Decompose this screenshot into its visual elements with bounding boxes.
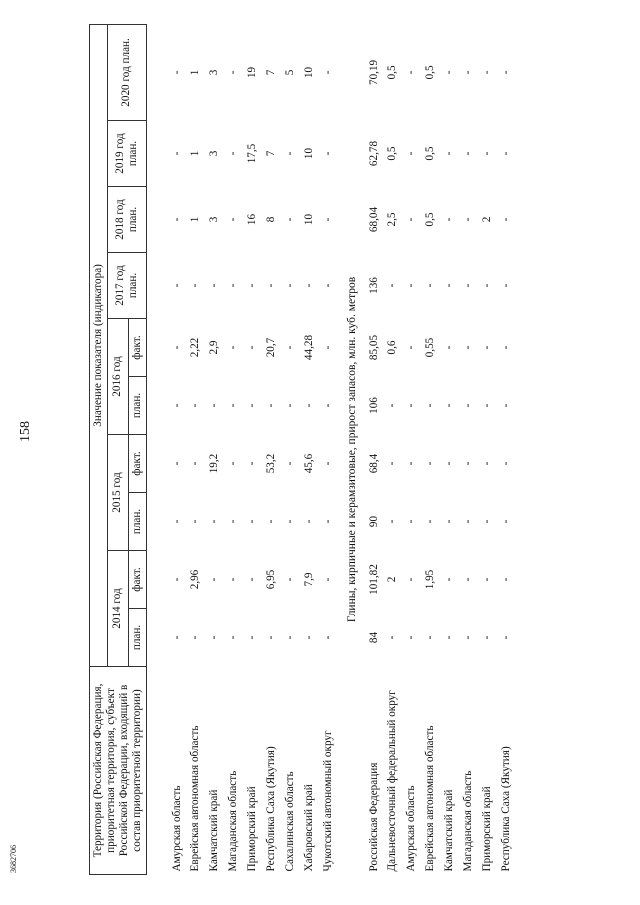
value-cell: -	[170, 345, 183, 350]
table-row	[183, 24, 202, 874]
value-cell: 44,28	[302, 334, 315, 361]
value-cell: -	[227, 70, 240, 75]
value-cell: 16	[246, 213, 258, 226]
table-row	[456, 24, 475, 874]
header-year-2018: 2018 год план.	[107, 187, 146, 253]
header-year-2019: 2019 год план.	[107, 121, 146, 187]
value-cell: -	[405, 283, 418, 288]
value-cell: -	[480, 283, 493, 288]
value-cell: 0,55	[424, 337, 437, 358]
spacer-cell	[146, 24, 165, 874]
value-cell: -	[480, 345, 493, 350]
value-cell: -	[227, 151, 240, 156]
value-cell: -	[480, 403, 493, 408]
territory-name: Магаданская область	[461, 770, 474, 872]
value-cell: 62,78	[367, 140, 380, 167]
value-cell: -	[424, 403, 437, 408]
value-cell: -	[189, 283, 202, 288]
value-cell: -	[499, 283, 512, 288]
table-row	[437, 24, 456, 874]
header-plan: план.	[128, 609, 146, 667]
value-cell: -	[208, 519, 221, 524]
value-cell: 8	[264, 216, 277, 223]
value-cell: 106	[367, 397, 380, 414]
value-cell: -	[302, 283, 315, 288]
table-row	[316, 24, 335, 874]
value-cell: -	[480, 70, 493, 75]
value-cell: -	[170, 403, 183, 408]
value-cell: -	[424, 635, 437, 640]
territory-name: Хабаровский край	[302, 784, 315, 872]
territory-name: Амурская область	[405, 785, 418, 872]
territory-name: Еврейская автономная область	[424, 725, 437, 872]
territory-name: Амурская область	[170, 785, 183, 872]
value-cell: 19	[246, 66, 258, 79]
value-cell: 10	[302, 147, 315, 160]
value-cell: -	[499, 217, 512, 222]
value-cell: 0,5	[424, 65, 437, 80]
territory-name: Дальневосточный федеральный округ	[386, 690, 399, 872]
table-row	[278, 24, 297, 874]
value-cell: -	[208, 403, 221, 408]
value-cell: -	[302, 403, 315, 408]
value-cell: -	[461, 151, 474, 156]
value-cell: 84	[367, 631, 380, 644]
value-cell: -	[499, 519, 512, 524]
rotated-table-container	[89, 25, 619, 875]
value-cell: -	[246, 577, 258, 582]
value-cell: -	[386, 519, 399, 524]
value-cell: 2	[480, 216, 493, 223]
table-row	[297, 24, 316, 874]
header-plan: план.	[128, 493, 146, 551]
value-cell: 1	[189, 69, 202, 76]
table-row	[221, 24, 240, 874]
value-cell: -	[386, 635, 399, 640]
value-cell: -	[227, 635, 240, 640]
header-territory: Территория (Российская Федерация, приоритетная территория, субъект Российской Федерации, входящий в состав приоритетной территории)	[90, 667, 147, 875]
value-cell: -	[499, 461, 512, 466]
value-cell: -	[170, 151, 183, 156]
header-year-2015: 2015 год	[107, 435, 128, 551]
value-cell: 19,2	[208, 453, 221, 474]
value-cell: 17,5	[246, 143, 258, 164]
value-cell: 3	[208, 216, 221, 223]
value-cell: -	[208, 577, 221, 582]
value-cell: -	[461, 70, 474, 75]
value-cell: -	[321, 577, 334, 582]
value-cell: 0,5	[386, 65, 399, 80]
table-row	[418, 24, 437, 874]
value-cell: -	[321, 345, 334, 350]
value-cell: -	[302, 519, 315, 524]
value-cell: -	[170, 635, 183, 640]
value-cell: -	[443, 151, 456, 156]
page-number: 158	[18, 421, 33, 442]
value-cell: -	[246, 283, 258, 288]
value-cell: -	[246, 345, 258, 350]
value-cell: -	[443, 217, 456, 222]
value-cell: 1	[189, 150, 202, 157]
value-cell: 0,5	[424, 146, 437, 161]
value-cell: -	[424, 519, 437, 524]
value-cell: 90	[367, 515, 380, 528]
value-cell: -	[480, 151, 493, 156]
value-cell: 2,5	[386, 212, 399, 227]
table-body	[146, 24, 513, 874]
value-cell: -	[227, 283, 240, 288]
value-cell: 1,95	[424, 569, 437, 590]
value-cell: -	[170, 217, 183, 222]
value-cell: 5	[283, 69, 296, 76]
header-year-2016: 2016 год	[107, 319, 128, 435]
table-row	[494, 24, 513, 874]
value-cell: -	[283, 151, 296, 156]
value-cell: -	[480, 519, 493, 524]
spacer-row	[146, 24, 165, 874]
value-cell: -	[499, 151, 512, 156]
value-cell: 2,96	[189, 569, 202, 590]
value-cell: -	[321, 283, 334, 288]
value-cell: -	[189, 461, 202, 466]
value-cell: -	[227, 461, 240, 466]
value-cell: -	[170, 283, 183, 288]
table-row	[240, 24, 259, 874]
territory-name: Сахалинская область	[283, 771, 296, 872]
value-cell: -	[321, 70, 334, 75]
table-row	[399, 24, 418, 874]
value-cell: -	[443, 519, 456, 524]
value-cell: -	[264, 519, 277, 524]
table-row	[380, 24, 399, 874]
value-cell: -	[321, 151, 334, 156]
section-row	[334, 24, 361, 874]
value-cell: -	[424, 283, 437, 288]
table-row	[259, 24, 278, 874]
value-cell: -	[321, 519, 334, 524]
header-fact: факт.	[128, 319, 146, 377]
value-cell: -	[461, 519, 474, 524]
value-cell: -	[246, 635, 258, 640]
value-cell: 7,9	[302, 572, 315, 587]
value-cell: 0,5	[386, 146, 399, 161]
value-cell: 10	[302, 213, 315, 226]
value-cell: -	[170, 461, 183, 466]
value-cell: -	[499, 70, 512, 75]
value-cell: -	[443, 345, 456, 350]
value-cell: 70,19	[367, 59, 380, 86]
header-year-2017: 2017 год план.	[107, 253, 146, 319]
value-cell: 2,9	[208, 340, 221, 355]
value-cell: -	[499, 403, 512, 408]
value-cell: -	[461, 345, 474, 350]
value-cell: -	[170, 70, 183, 75]
value-cell: -	[461, 217, 474, 222]
value-cell: -	[405, 403, 418, 408]
value-cell: 10	[302, 66, 315, 79]
value-cell: -	[443, 283, 456, 288]
value-cell: -	[189, 635, 202, 640]
value-cell: -	[405, 70, 418, 75]
value-cell: -	[443, 403, 456, 408]
value-cell: -	[461, 461, 474, 466]
value-cell: -	[227, 217, 240, 222]
header-indicator: Значение показателя (индикатора)	[90, 24, 108, 666]
value-cell: -	[189, 403, 202, 408]
value-cell: -	[321, 217, 334, 222]
value-cell: 136	[367, 277, 380, 294]
value-cell: 20,7	[264, 337, 277, 358]
value-cell: -	[302, 635, 315, 640]
value-cell: 53,2	[264, 453, 277, 474]
value-cell: -	[283, 403, 296, 408]
value-cell: -	[208, 635, 221, 640]
value-cell: 0,5	[424, 212, 437, 227]
value-cell: -	[170, 519, 183, 524]
value-cell: -	[386, 283, 399, 288]
value-cell: -	[321, 461, 334, 466]
value-cell: -	[480, 577, 493, 582]
value-cell: 7	[264, 69, 277, 76]
value-cell: -	[170, 577, 183, 582]
table-header	[90, 24, 147, 874]
value-cell: 3	[208, 69, 221, 76]
document-code: 3682706	[9, 845, 18, 873]
value-cell: -	[227, 519, 240, 524]
value-cell: -	[386, 461, 399, 466]
table-row	[165, 24, 184, 874]
value-cell: -	[246, 403, 258, 408]
value-cell: -	[208, 283, 221, 288]
value-cell: 45,6	[302, 453, 315, 474]
value-cell: -	[405, 345, 418, 350]
header-fact: факт.	[128, 435, 146, 493]
value-cell: 68,04	[367, 206, 380, 233]
value-cell: -	[321, 635, 334, 640]
value-cell: -	[264, 635, 277, 640]
value-cell: 3	[208, 150, 221, 157]
header-fact: факт.	[128, 551, 146, 609]
value-cell: -	[283, 217, 296, 222]
value-cell: -	[405, 151, 418, 156]
value-cell: -	[246, 519, 258, 524]
value-cell: -	[443, 70, 456, 75]
value-cell: -	[227, 403, 240, 408]
territory-name: Чукотский автономный округ	[321, 730, 334, 872]
value-cell: -	[283, 635, 296, 640]
value-cell: -	[246, 461, 258, 466]
value-cell: -	[480, 635, 493, 640]
value-cell: 0,6	[386, 340, 399, 355]
header-year-2014: 2014 год	[107, 551, 128, 667]
value-cell: -	[227, 577, 240, 582]
value-cell: -	[461, 635, 474, 640]
value-cell: -	[405, 461, 418, 466]
value-cell: -	[227, 345, 240, 350]
value-cell: -	[443, 461, 456, 466]
value-cell: -	[480, 461, 493, 466]
value-cell: -	[283, 283, 296, 288]
table-row	[202, 24, 221, 874]
value-cell: 68,4	[367, 453, 380, 474]
territory-name: Приморский край	[246, 786, 258, 872]
value-cell: -	[461, 577, 474, 582]
section-title: Глины, кирпичные и керамзитовые, прирост запасов, млн. куб. метров	[346, 276, 359, 623]
value-cell: -	[264, 283, 277, 288]
territory-name: Магаданская область	[227, 770, 240, 872]
territory-name: Российская Федерация	[367, 762, 380, 872]
value-cell: -	[405, 217, 418, 222]
value-cell: -	[283, 577, 296, 582]
territory-name: Камчатский край	[443, 789, 456, 872]
value-cell: -	[461, 283, 474, 288]
territory-name: Республика Саха (Якутия)	[264, 746, 277, 872]
value-cell: 7	[264, 150, 277, 157]
value-cell: -	[499, 345, 512, 350]
value-cell: -	[264, 403, 277, 408]
indicator-table	[89, 24, 513, 875]
value-cell: -	[405, 577, 418, 582]
value-cell: 85,05	[367, 334, 380, 361]
territory-name: Еврейская автономная область	[189, 725, 202, 872]
value-cell: 6,95	[264, 569, 277, 590]
value-cell: 2	[386, 576, 399, 583]
territory-name: Приморский край	[480, 786, 493, 872]
value-cell: 101,82	[367, 564, 380, 595]
value-cell: 2,22	[189, 337, 202, 358]
value-cell: -	[189, 519, 202, 524]
value-cell: -	[283, 461, 296, 466]
value-cell: -	[499, 635, 512, 640]
value-cell: -	[386, 403, 399, 408]
value-cell: -	[405, 635, 418, 640]
header-plan: план.	[128, 377, 146, 435]
table-row	[475, 24, 494, 874]
table-row	[362, 24, 381, 874]
value-cell: -	[443, 577, 456, 582]
value-cell: -	[283, 345, 296, 350]
territory-name: Камчатский край	[208, 789, 221, 872]
value-cell: -	[283, 519, 296, 524]
value-cell: -	[405, 519, 418, 524]
value-cell: -	[321, 403, 334, 408]
value-cell: -	[499, 577, 512, 582]
value-cell: 1	[189, 216, 202, 223]
territory-name: Республика Саха (Якутия)	[499, 746, 512, 872]
value-cell: -	[461, 403, 474, 408]
value-cell: -	[424, 461, 437, 466]
value-cell: -	[443, 635, 456, 640]
header-year-2020: 2020 год план.	[107, 24, 146, 120]
